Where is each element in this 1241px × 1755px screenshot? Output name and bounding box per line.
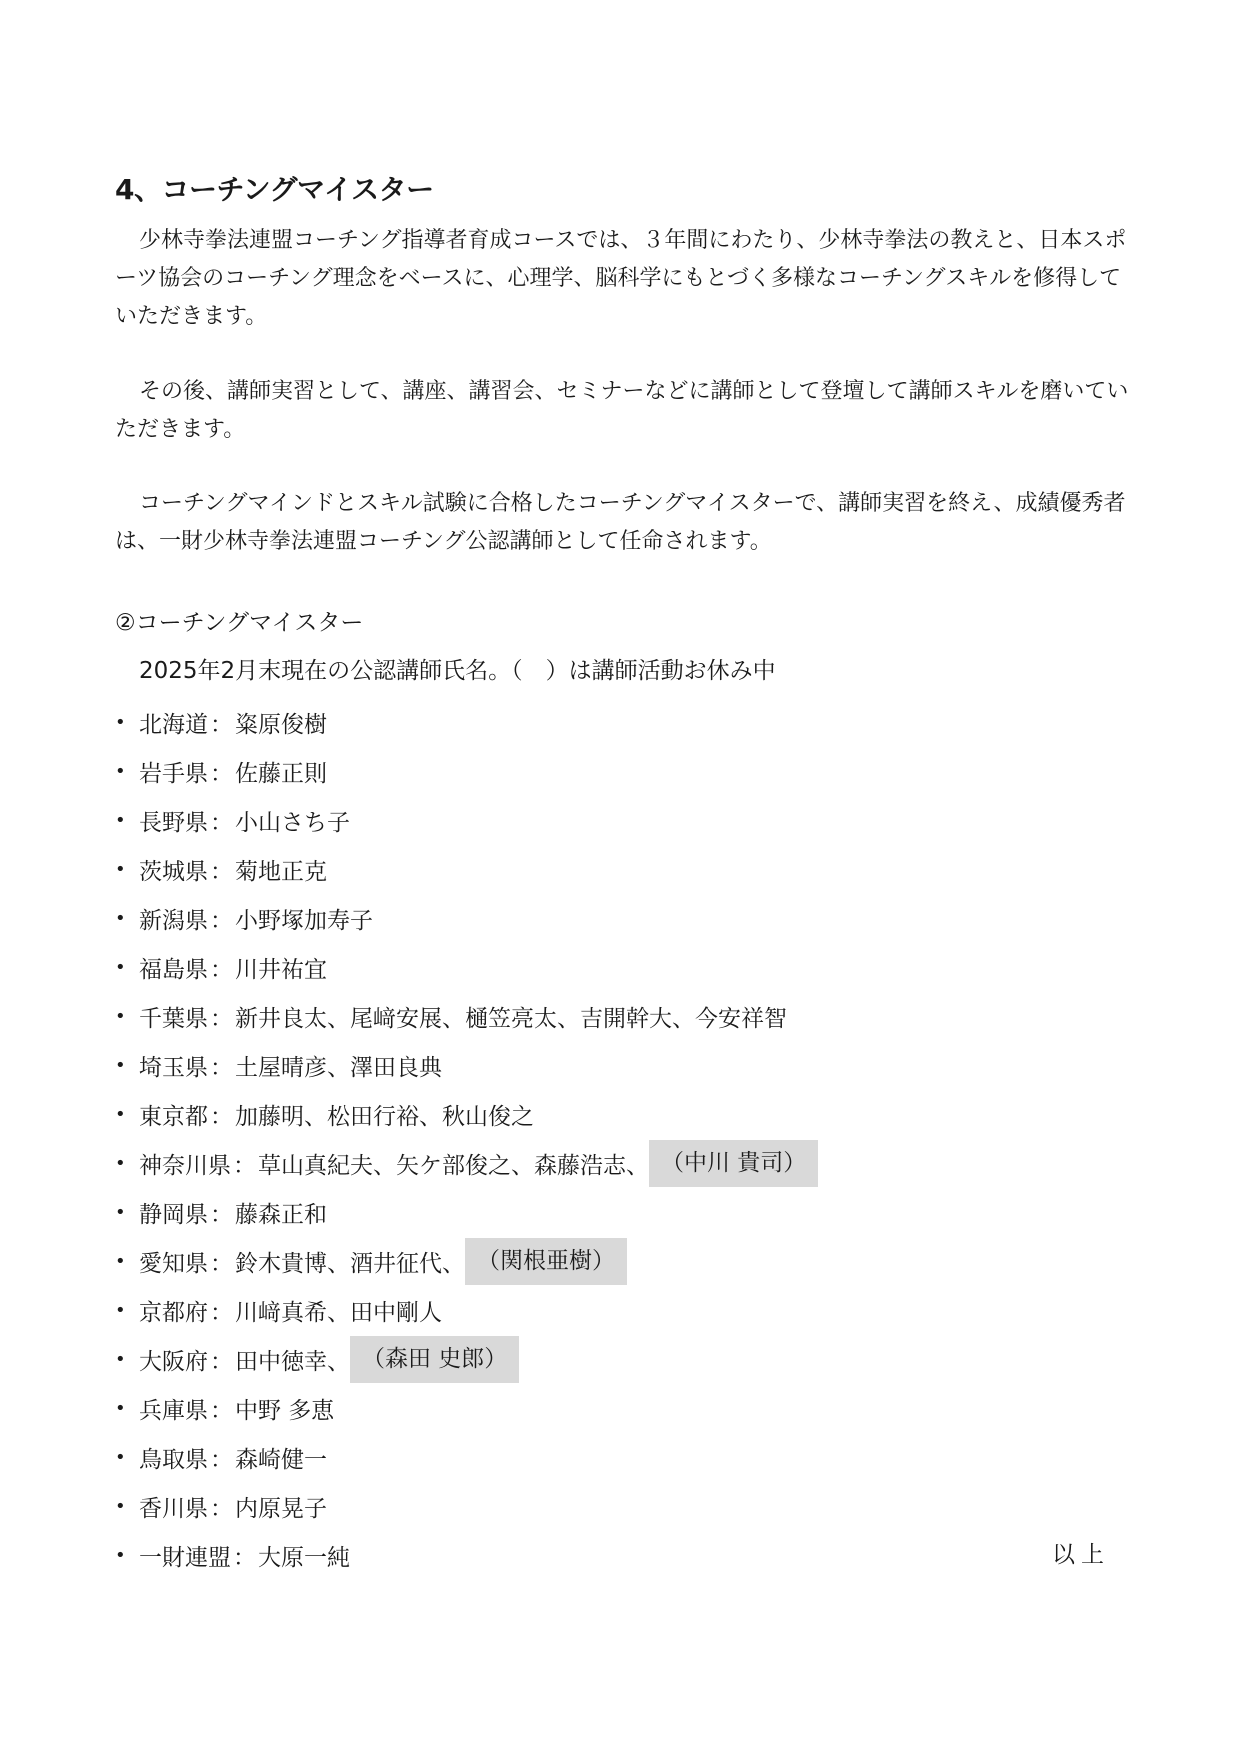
instructor-name: 鈴木貴博 (235, 1251, 327, 1277)
prefecture-label: 京都府 (139, 1300, 208, 1326)
instructor-name: 酒井征代 (350, 1251, 442, 1277)
bullet-icon: • (115, 1496, 126, 1517)
instructor-name: 川井祐宜 (235, 957, 327, 983)
list-item (115, 1286, 1125, 1335)
colon-separator: ： (210, 712, 233, 738)
bullet-icon: • (115, 1006, 126, 1027)
prefecture-label: 茨城県 (139, 859, 208, 885)
name-separator: 、 (327, 1300, 350, 1326)
colon-separator: ： (210, 1055, 233, 1081)
colon-separator: ： (210, 957, 233, 983)
prefecture-label: 鳥取県 (139, 1447, 208, 1473)
instructor-name: 草山真紀夫 (258, 1153, 373, 1179)
list-item (115, 943, 1125, 992)
list-item (115, 1531, 1125, 1580)
name-separator: 、 (442, 1251, 465, 1277)
list-item (115, 1482, 1125, 1531)
prefecture-label: 岩手県 (139, 761, 208, 787)
on-leave-name: （中川 貴司） (649, 1140, 818, 1187)
bullet-icon: • (115, 1153, 126, 1174)
list-item (115, 1433, 1125, 1482)
list-item (115, 698, 1125, 747)
list-item (115, 796, 1125, 845)
instructor-name: 中野 多恵 (235, 1398, 335, 1424)
colon-separator: ： (210, 1496, 233, 1522)
bullet-icon: • (115, 761, 126, 782)
list-item (115, 1188, 1125, 1237)
on-leave-name: （関根亜樹） (465, 1238, 627, 1285)
colon-separator: ： (210, 1006, 233, 1032)
colon-separator: ： (210, 1300, 233, 1326)
bullet-icon: • (115, 712, 126, 733)
bullet-icon: • (115, 859, 126, 880)
name-separator: 、 (672, 1006, 695, 1032)
prefecture-label: 一財連盟 (139, 1545, 231, 1571)
instructor-name: 加藤明 (235, 1104, 304, 1130)
instructor-name: 秋山俊之 (442, 1104, 534, 1130)
instructor-name: 佐藤正則 (235, 761, 327, 787)
intro-paragraph-2: その後、講師実習として、講座、講習会、セミナーなどに講師として登壇して講師スキルを磨いていただきます。 (115, 379, 1129, 442)
instructor-name: 森藤浩志 (534, 1153, 626, 1179)
list-item (115, 1237, 1125, 1286)
bullet-icon: • (115, 957, 126, 978)
list-item (115, 747, 1125, 796)
list-item (115, 1384, 1125, 1433)
prefecture-label: 長野県 (139, 810, 208, 836)
bullet-icon: • (115, 1104, 126, 1125)
instructor-name: 今安祥智 (695, 1006, 787, 1032)
list-item (115, 1041, 1125, 1090)
bullet-icon: • (115, 1202, 126, 1223)
list-item (115, 992, 1125, 1041)
name-separator: 、 (419, 1104, 442, 1130)
colon-separator: ： (210, 1251, 233, 1277)
name-separator: 、 (511, 1153, 534, 1179)
instructor-name: 松田行裕 (327, 1104, 419, 1130)
colon-separator: ： (233, 1545, 256, 1571)
name-separator: 、 (304, 1104, 327, 1130)
instructor-name: 田中剛人 (350, 1300, 442, 1326)
list-item (115, 1139, 1125, 1188)
intro-paragraph-3: コーチングマインドとスキル試験に合格したコーチングマイスターで、講師実習を終え、成績優秀者は、一財少林寺拳法連盟コーチング公認講師として任命されます。 (115, 491, 1126, 554)
instructor-name: 澤田良典 (350, 1055, 442, 1081)
name-separator: 、 (373, 1153, 396, 1179)
prefecture-label: 大阪府 (139, 1349, 208, 1375)
colon-separator: ： (233, 1153, 256, 1179)
bullet-icon: • (115, 908, 126, 929)
prefecture-label: 北海道 (139, 712, 208, 738)
as-of-note: 2025年2月末現在の公認講師氏名。（ ）は講師活動お休み中 (139, 658, 776, 684)
bullet-icon: • (115, 810, 126, 831)
instructor-name: 菊地正克 (235, 859, 327, 885)
prefecture-label: 福島県 (139, 957, 208, 983)
list-item (115, 894, 1125, 943)
bullet-icon: • (115, 1055, 126, 1076)
name-separator: 、 (442, 1006, 465, 1032)
colon-separator: ： (210, 1398, 233, 1424)
instructor-name: 大原一純 (258, 1545, 350, 1571)
colon-separator: ： (210, 1447, 233, 1473)
name-separator: 、 (557, 1006, 580, 1032)
instructor-name: 内原晃子 (235, 1496, 327, 1522)
instructor-list (115, 698, 1125, 1580)
name-separator: 、 (327, 1055, 350, 1081)
colon-separator: ： (210, 859, 233, 885)
instructor-name: 粢原俊樹 (235, 712, 327, 738)
prefecture-label: 新潟県 (139, 908, 208, 934)
intro-paragraph-1: 少林寺拳法連盟コーチング指導者育成コースでは、３年間にわたり、少林寺拳法の教えと、日本スポーツ協会のコーチング理念をベースに、心理学、脳科学にもとづく多様なコーチングスキルを修得していただきます。 (115, 228, 1127, 329)
instructor-name: 森崎健一 (235, 1447, 327, 1473)
instructor-name: 尾﨑安展 (350, 1006, 442, 1032)
prefecture-label: 静岡県 (139, 1202, 208, 1228)
instructor-name: 小野塚加寿子 (235, 908, 373, 934)
prefecture-label: 香川県 (139, 1496, 208, 1522)
colon-separator: ： (210, 1202, 233, 1228)
colon-separator: ： (210, 1349, 233, 1375)
instructor-name: 新井良太 (235, 1006, 327, 1032)
prefecture-label: 千葉県 (139, 1006, 208, 1032)
bullet-icon: • (115, 1251, 126, 1272)
prefecture-label: 兵庫県 (139, 1398, 208, 1424)
instructor-name: 矢ケ部俊之 (396, 1153, 511, 1179)
section-heading: 4、コーチングマイスター (115, 173, 434, 206)
instructor-name: 田中徳幸 (235, 1349, 327, 1375)
name-separator: 、 (327, 1006, 350, 1032)
colon-separator: ： (210, 761, 233, 787)
instructor-name: 吉開幹大 (580, 1006, 672, 1032)
closing-mark: 以上 (1052, 1542, 1110, 1568)
name-separator: 、 (327, 1251, 350, 1277)
prefecture-label: 東京都 (139, 1104, 208, 1130)
list-item (115, 845, 1125, 894)
bullet-icon: • (115, 1349, 126, 1370)
name-separator: 、 (626, 1153, 649, 1179)
colon-separator: ： (210, 810, 233, 836)
bullet-icon: • (115, 1447, 126, 1468)
instructor-name: 藤森正和 (235, 1202, 327, 1228)
subsection-heading: ②コーチングマイスター (115, 610, 364, 636)
on-leave-name: （森田 史郎） (350, 1336, 519, 1383)
prefecture-label: 神奈川県 (139, 1153, 231, 1179)
bullet-icon: • (115, 1300, 126, 1321)
instructor-name: 樋笠亮太 (465, 1006, 557, 1032)
instructor-name: 川﨑真希 (235, 1300, 327, 1326)
bullet-icon: • (115, 1545, 126, 1566)
name-separator: 、 (327, 1349, 350, 1375)
bullet-icon: • (115, 1398, 126, 1419)
instructor-name: 土屋晴彦 (235, 1055, 327, 1081)
prefecture-label: 愛知県 (139, 1251, 208, 1277)
prefecture-label: 埼玉県 (139, 1055, 208, 1081)
colon-separator: ： (210, 1104, 233, 1130)
list-item (115, 1090, 1125, 1139)
instructor-name: 小山さち子 (235, 810, 350, 836)
list-item (115, 1335, 1125, 1384)
colon-separator: ： (210, 908, 233, 934)
